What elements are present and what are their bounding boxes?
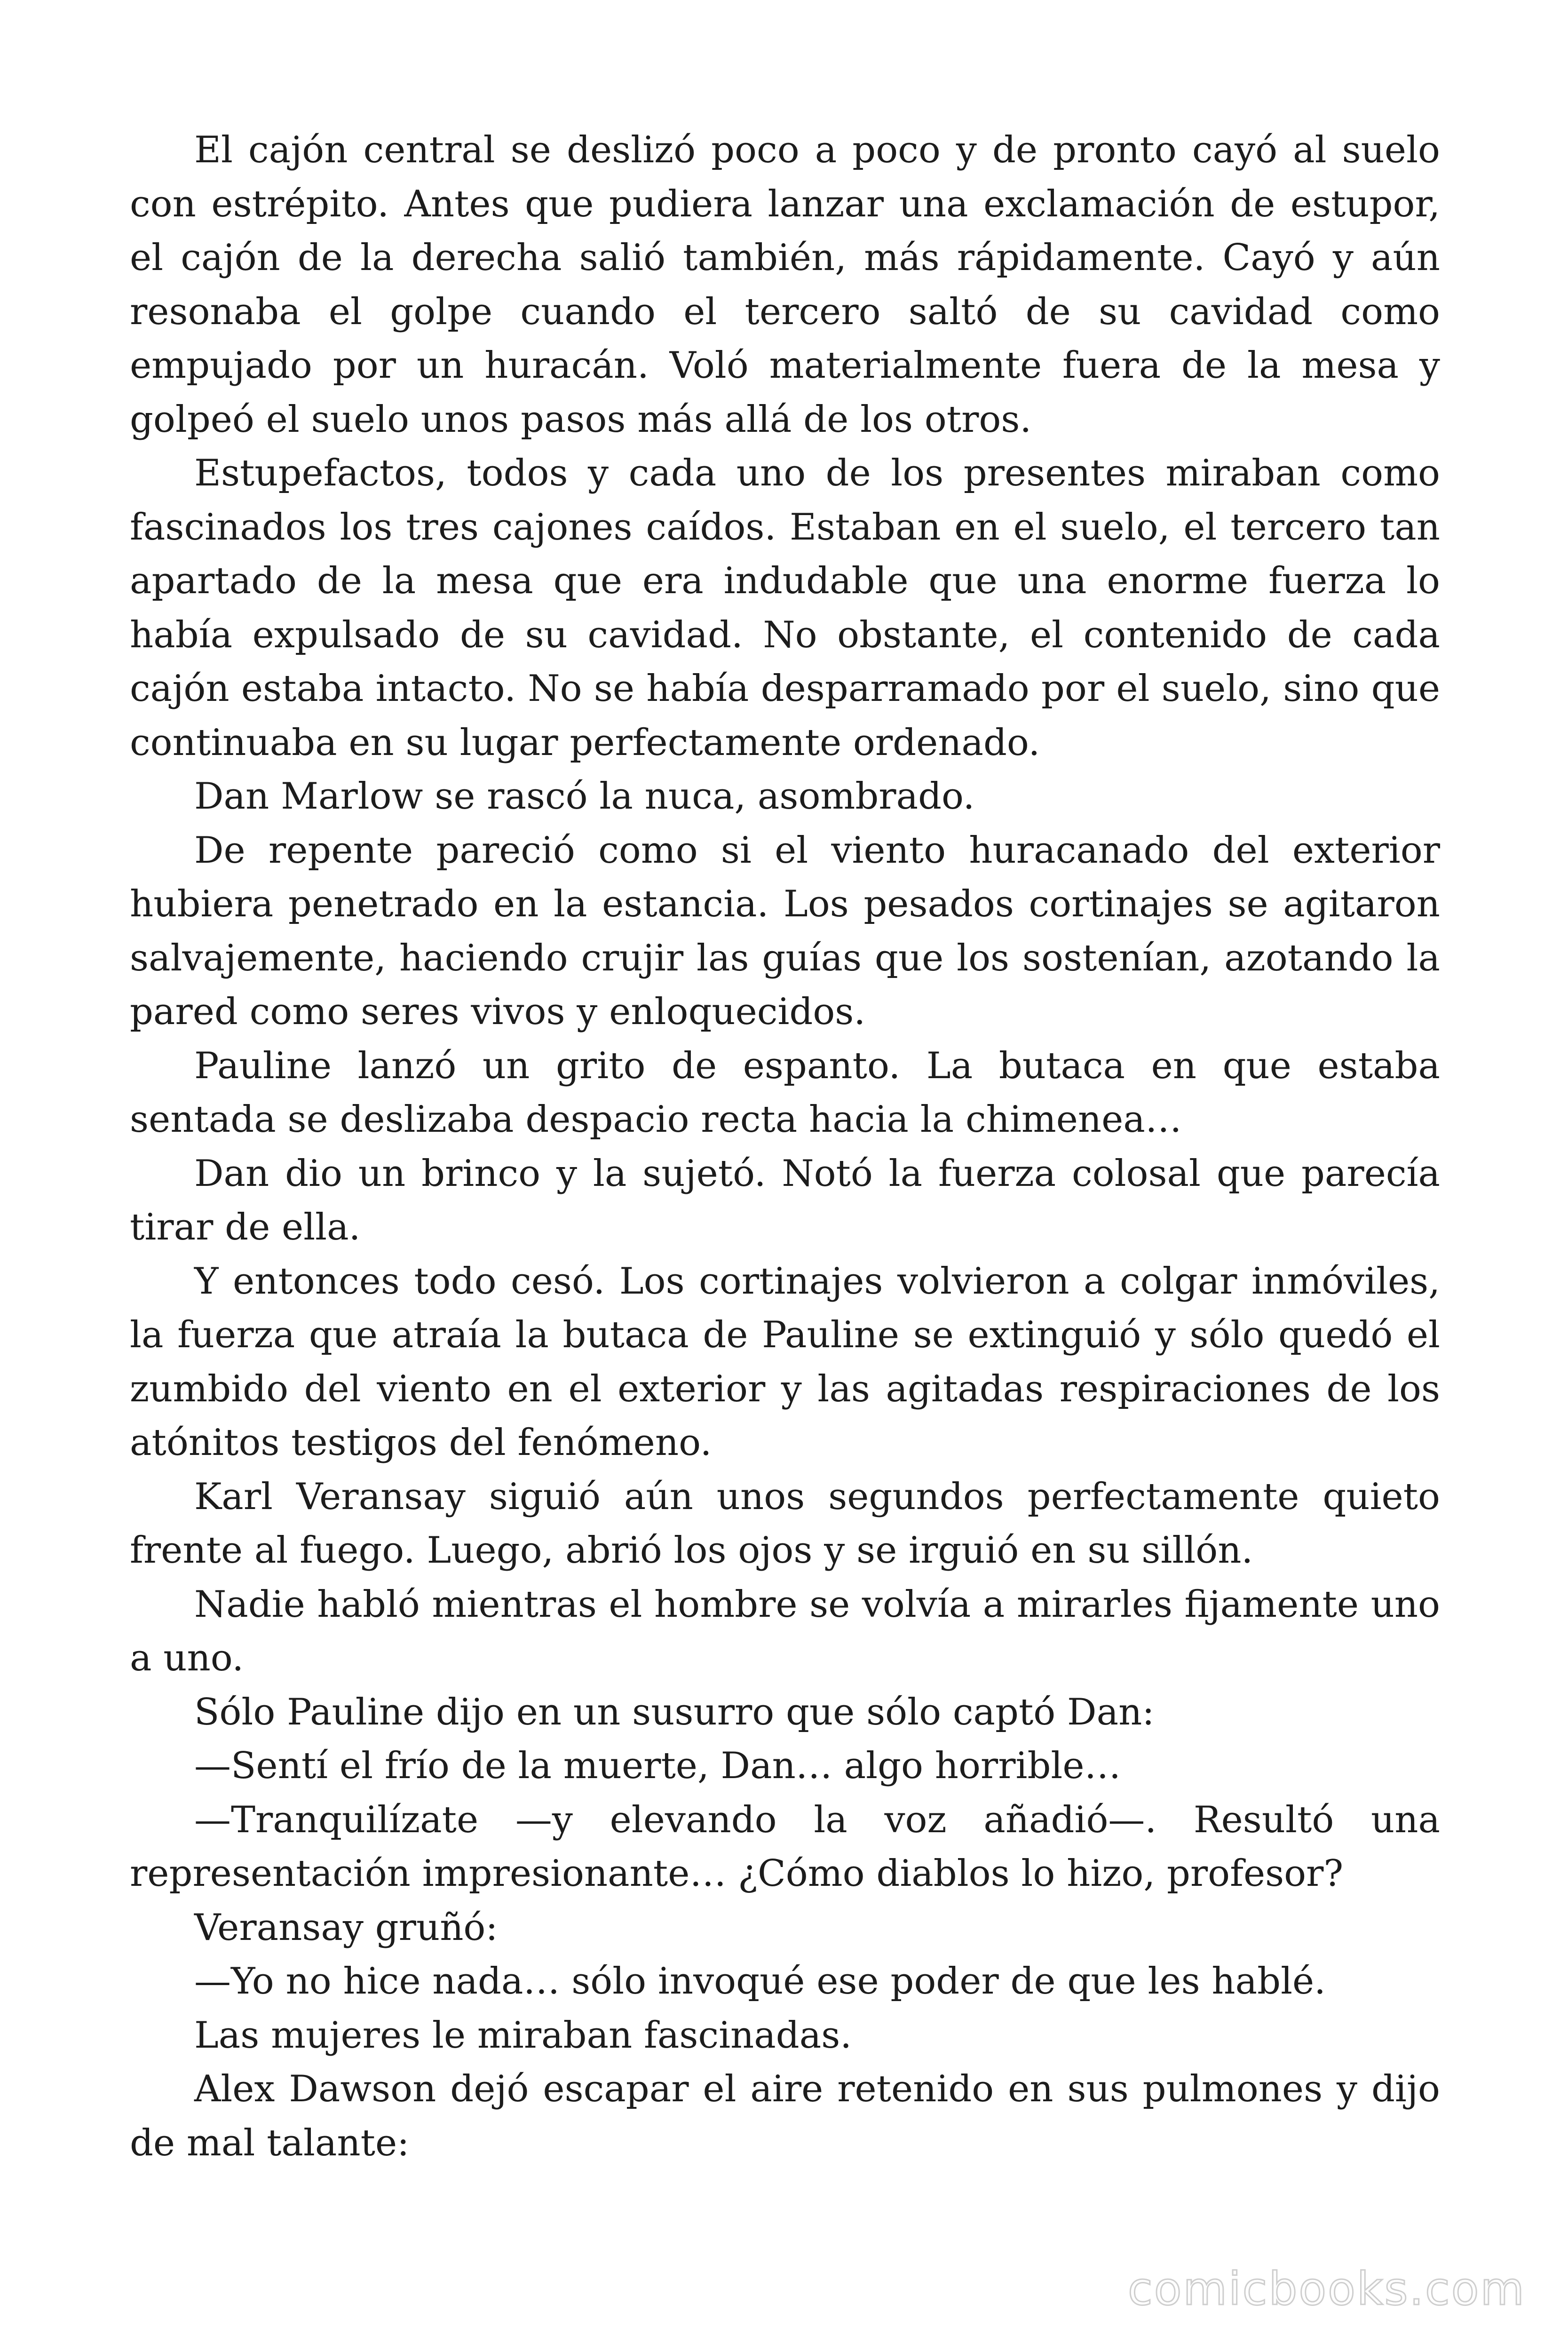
paragraph: Alex Dawson dejó escapar el aire retenido en sus pulmones y dijo de mal talante: bbox=[130, 2068, 1440, 2164]
page-body bbox=[130, 123, 1440, 2170]
paragraph: Karl Veransay siguió aún unos segundos perfectamente quieto frente al fuego. Luego, abrió los ojos y se irguió en su sillón. bbox=[130, 1475, 1440, 1572]
paragraph: De repente pareció como si el viento huracanado del exterior hubiera penetrado en la estancia. Los pesados cortinajes se agitaron salvajemente, haciendo crujir las guías que los sostenían, azotando la pared como seres vivos y enloquecidos. bbox=[130, 829, 1440, 1033]
paragraph: El cajón central se deslizó poco a poco y de pronto cayó al suelo con estrépito. Antes que pudiera lanzar una exclamación de estupor, el cajón de la derecha salió también, más rápidamente. Cayó y aún resonaba el golpe cuando el tercero saltó de su cavidad como empujado por un huracán. Voló materialmente fuera de la mesa y golpeó el suelo unos pasos más allá de los otros. bbox=[130, 129, 1440, 441]
paragraph: Pauline lanzó un grito de espanto. La butaca en que estaba sentada se deslizaba despacio recta hacia la chimenea… bbox=[130, 1044, 1440, 1141]
paragraph: Dan Marlow se rascó la nuca, asombrado. bbox=[194, 775, 975, 818]
paragraph: Nadie habló mientras el hombre se volvía a mirarles fijamente uno a uno. bbox=[130, 1583, 1440, 1679]
paragraph: Sólo Pauline dijo en un susurro que sólo captó Dan: bbox=[194, 1691, 1155, 1733]
paragraph: Las mujeres le miraban fascinadas. bbox=[194, 2014, 852, 2057]
paragraph: Veransay gruñó: bbox=[194, 1906, 498, 1949]
paragraph: —Tranquilízate —y elevando la voz añadió—. Resultó una representación impresionante… ¿Cómo diablos lo hizo, profesor? bbox=[130, 1798, 1440, 1895]
paragraph: Dan dio un brinco y la sujetó. Notó la fuerza colosal que parecía tirar de ella. bbox=[130, 1152, 1440, 1248]
paragraph: Estupefactos, todos y cada uno de los presentes miraban como fascinados los tres cajones caídos. Estaban en el suelo, el tercero tan apartado de la mesa que era indudable que una enorme fuerza lo había expulsado de su cavidad. No obstante, el contenido de cada cajón estaba intacto. No se había desparramado por el suelo, sino que continuaba en su lugar perfectamente ordenado. bbox=[130, 452, 1440, 764]
paragraph: —Sentí el frío de la muerte, Dan… algo horrible… bbox=[194, 1745, 1121, 1787]
watermark: comicbooks.com bbox=[1127, 2263, 1526, 2315]
paragraph: Y entonces todo cesó. Los cortinajes volvieron a colgar inmóviles, la fuerza que atraía la butaca de Pauline se extinguió y sólo quedó el zumbido del viento en el exterior y las agitadas respiraciones de los atónitos testigos del fenómeno. bbox=[130, 1260, 1440, 1464]
paragraph: —Yo no hice nada… sólo invoqué ese poder de que les hablé. bbox=[194, 1960, 1326, 2002]
